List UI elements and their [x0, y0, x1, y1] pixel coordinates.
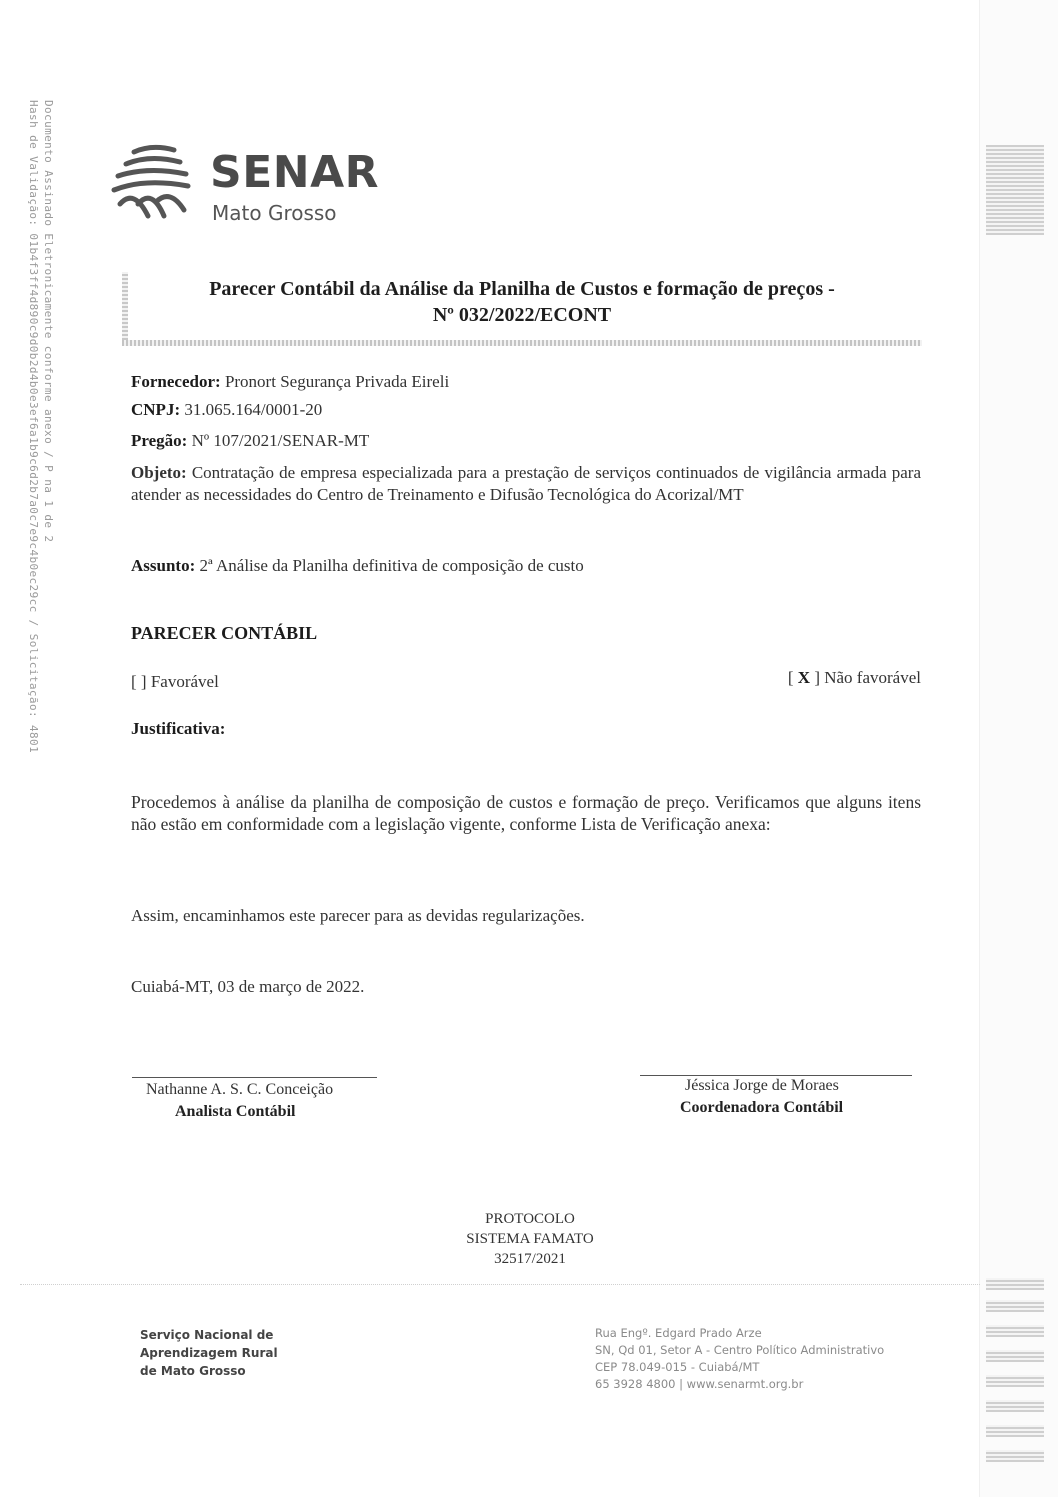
- document-title-box: [122, 272, 922, 344]
- signatory-right-name: Jéssica Jorge de Moraes: [685, 1077, 839, 1094]
- senar-logo-icon: [104, 140, 200, 222]
- footer-org-line-1: Serviço Nacional de: [140, 1328, 274, 1342]
- stamp-line-1: Documento Assinado Eletronicamente conforme anexo / P na 1 de 2: [42, 100, 55, 543]
- scan-edge-strip: [979, 0, 1058, 1497]
- objeto-value: Contratação de empresa especializada para a prestação de serviços continuados de vigilância armada para atender as necessidades do Centro de Treinamento e Difusão Tecnológica do Acorizal/MT: [131, 463, 921, 504]
- signatory-left-role: Analista Contábil: [175, 1103, 296, 1120]
- scan-mark-5: [986, 1375, 1044, 1387]
- nao-label: ] Não favorável: [810, 668, 921, 687]
- scan-mark-1: [986, 1278, 1044, 1290]
- footer-address: [595, 1325, 884, 1393]
- nao-bracket-open: [: [787, 668, 798, 687]
- title-bottom-bar: [122, 340, 922, 346]
- field-cnpj: [131, 400, 322, 420]
- cnpj-label: CNPJ:: [131, 400, 181, 419]
- scan-mark-3: [986, 1325, 1044, 1337]
- nao-mark: X: [797, 668, 811, 687]
- pregao-label: Pregão:: [131, 431, 188, 450]
- footer-org-line-2: Aprendizagem Rural: [140, 1346, 278, 1360]
- scan-mark-7: [986, 1425, 1044, 1437]
- stamp-line-2: Hash de Validação: 01b4f3ff4d890c9d0b2d4b0e3ef6a1b9c6d2b7a0c7e9c4b0ec29cc / Solicitação: 4801: [27, 100, 40, 754]
- protocol-block: [420, 1209, 640, 1269]
- footer-addr-line-1: Rua Engº. Edgard Prado Arze: [595, 1326, 762, 1340]
- body-paragraph-1: Procedemos à análise da planilha de composição de custos e formação de preço. Verificamos que alguns itens não estão em conformidade com a legislação vigente, conforme Lista de Verificação anexa:: [131, 792, 921, 834]
- body-paragraph-2: Assim, encaminhamos este parecer para as devidas regularizações.: [131, 906, 585, 925]
- justificativa-label: Justificativa:: [131, 719, 226, 738]
- scan-mark-6: [986, 1400, 1044, 1412]
- footer-org-line-3: de Mato Grosso: [140, 1364, 246, 1378]
- logo-wordmark: SENAR: [210, 147, 380, 198]
- cnpj-value: 31.065.164/0001-20: [180, 400, 323, 419]
- logo-subtitle: Mato Grosso: [212, 201, 337, 225]
- protocol-line-2: SISTEMA FAMATO: [466, 1231, 594, 1247]
- document-title-line-2: Nº 032/2022/ECONT: [432, 304, 612, 326]
- scan-mark-2: [986, 1300, 1044, 1312]
- objeto-label: Objeto:: [131, 463, 187, 482]
- assunto-label: Assunto:: [131, 556, 196, 575]
- signatory-left-name: Nathanne A. S. C. Conceição: [146, 1081, 334, 1098]
- signature-line-left: [132, 1077, 377, 1078]
- footer-organization: [140, 1326, 278, 1380]
- option-favoravel: [ ] Favorável: [131, 672, 219, 691]
- parecer-heading: PARECER CONTÁBIL: [131, 623, 318, 643]
- assunto-value: 2ª Análise da Planilha definitiva de composição de custo: [195, 556, 584, 575]
- side-validation-stamp: [26, 100, 56, 753]
- field-fornecedor: [131, 372, 449, 392]
- document-title-line-1: Parecer Contábil da Análise da Planilha de Custos e formação de preços -: [209, 278, 835, 300]
- field-pregao: [131, 431, 369, 451]
- scan-mark-top: [986, 145, 1044, 235]
- field-objeto: [131, 462, 921, 506]
- signatory-right-role: Coordenadora Contábil: [680, 1099, 844, 1116]
- signature-line-right: [640, 1075, 912, 1076]
- footer-addr-line-2: SN, Qd 01, Setor A - Centro Político Administrativo: [595, 1343, 885, 1357]
- protocol-line-1: PROTOCOLO: [485, 1211, 575, 1227]
- footer-addr-line-3: CEP 78.049-015 - Cuiabá/MT: [595, 1360, 760, 1374]
- scan-mark-4: [986, 1350, 1044, 1362]
- fornecedor-value: Pronort Segurança Privada Eireli: [220, 372, 450, 391]
- scan-mark-8: [986, 1450, 1044, 1462]
- footer-separator: [20, 1284, 980, 1285]
- footer-addr-line-4: 65 3928 4800 | www.senarmt.org.br: [595, 1377, 804, 1391]
- protocol-line-3: 32517/2021: [494, 1251, 566, 1267]
- date-line: Cuiabá-MT, 03 de março de 2022.: [131, 977, 365, 996]
- option-nao-favoravel: [788, 668, 921, 688]
- pregao-value: Nº 107/2021/SENAR-MT: [187, 431, 370, 450]
- fornecedor-label: Fornecedor:: [131, 372, 221, 391]
- field-assunto: [131, 556, 584, 576]
